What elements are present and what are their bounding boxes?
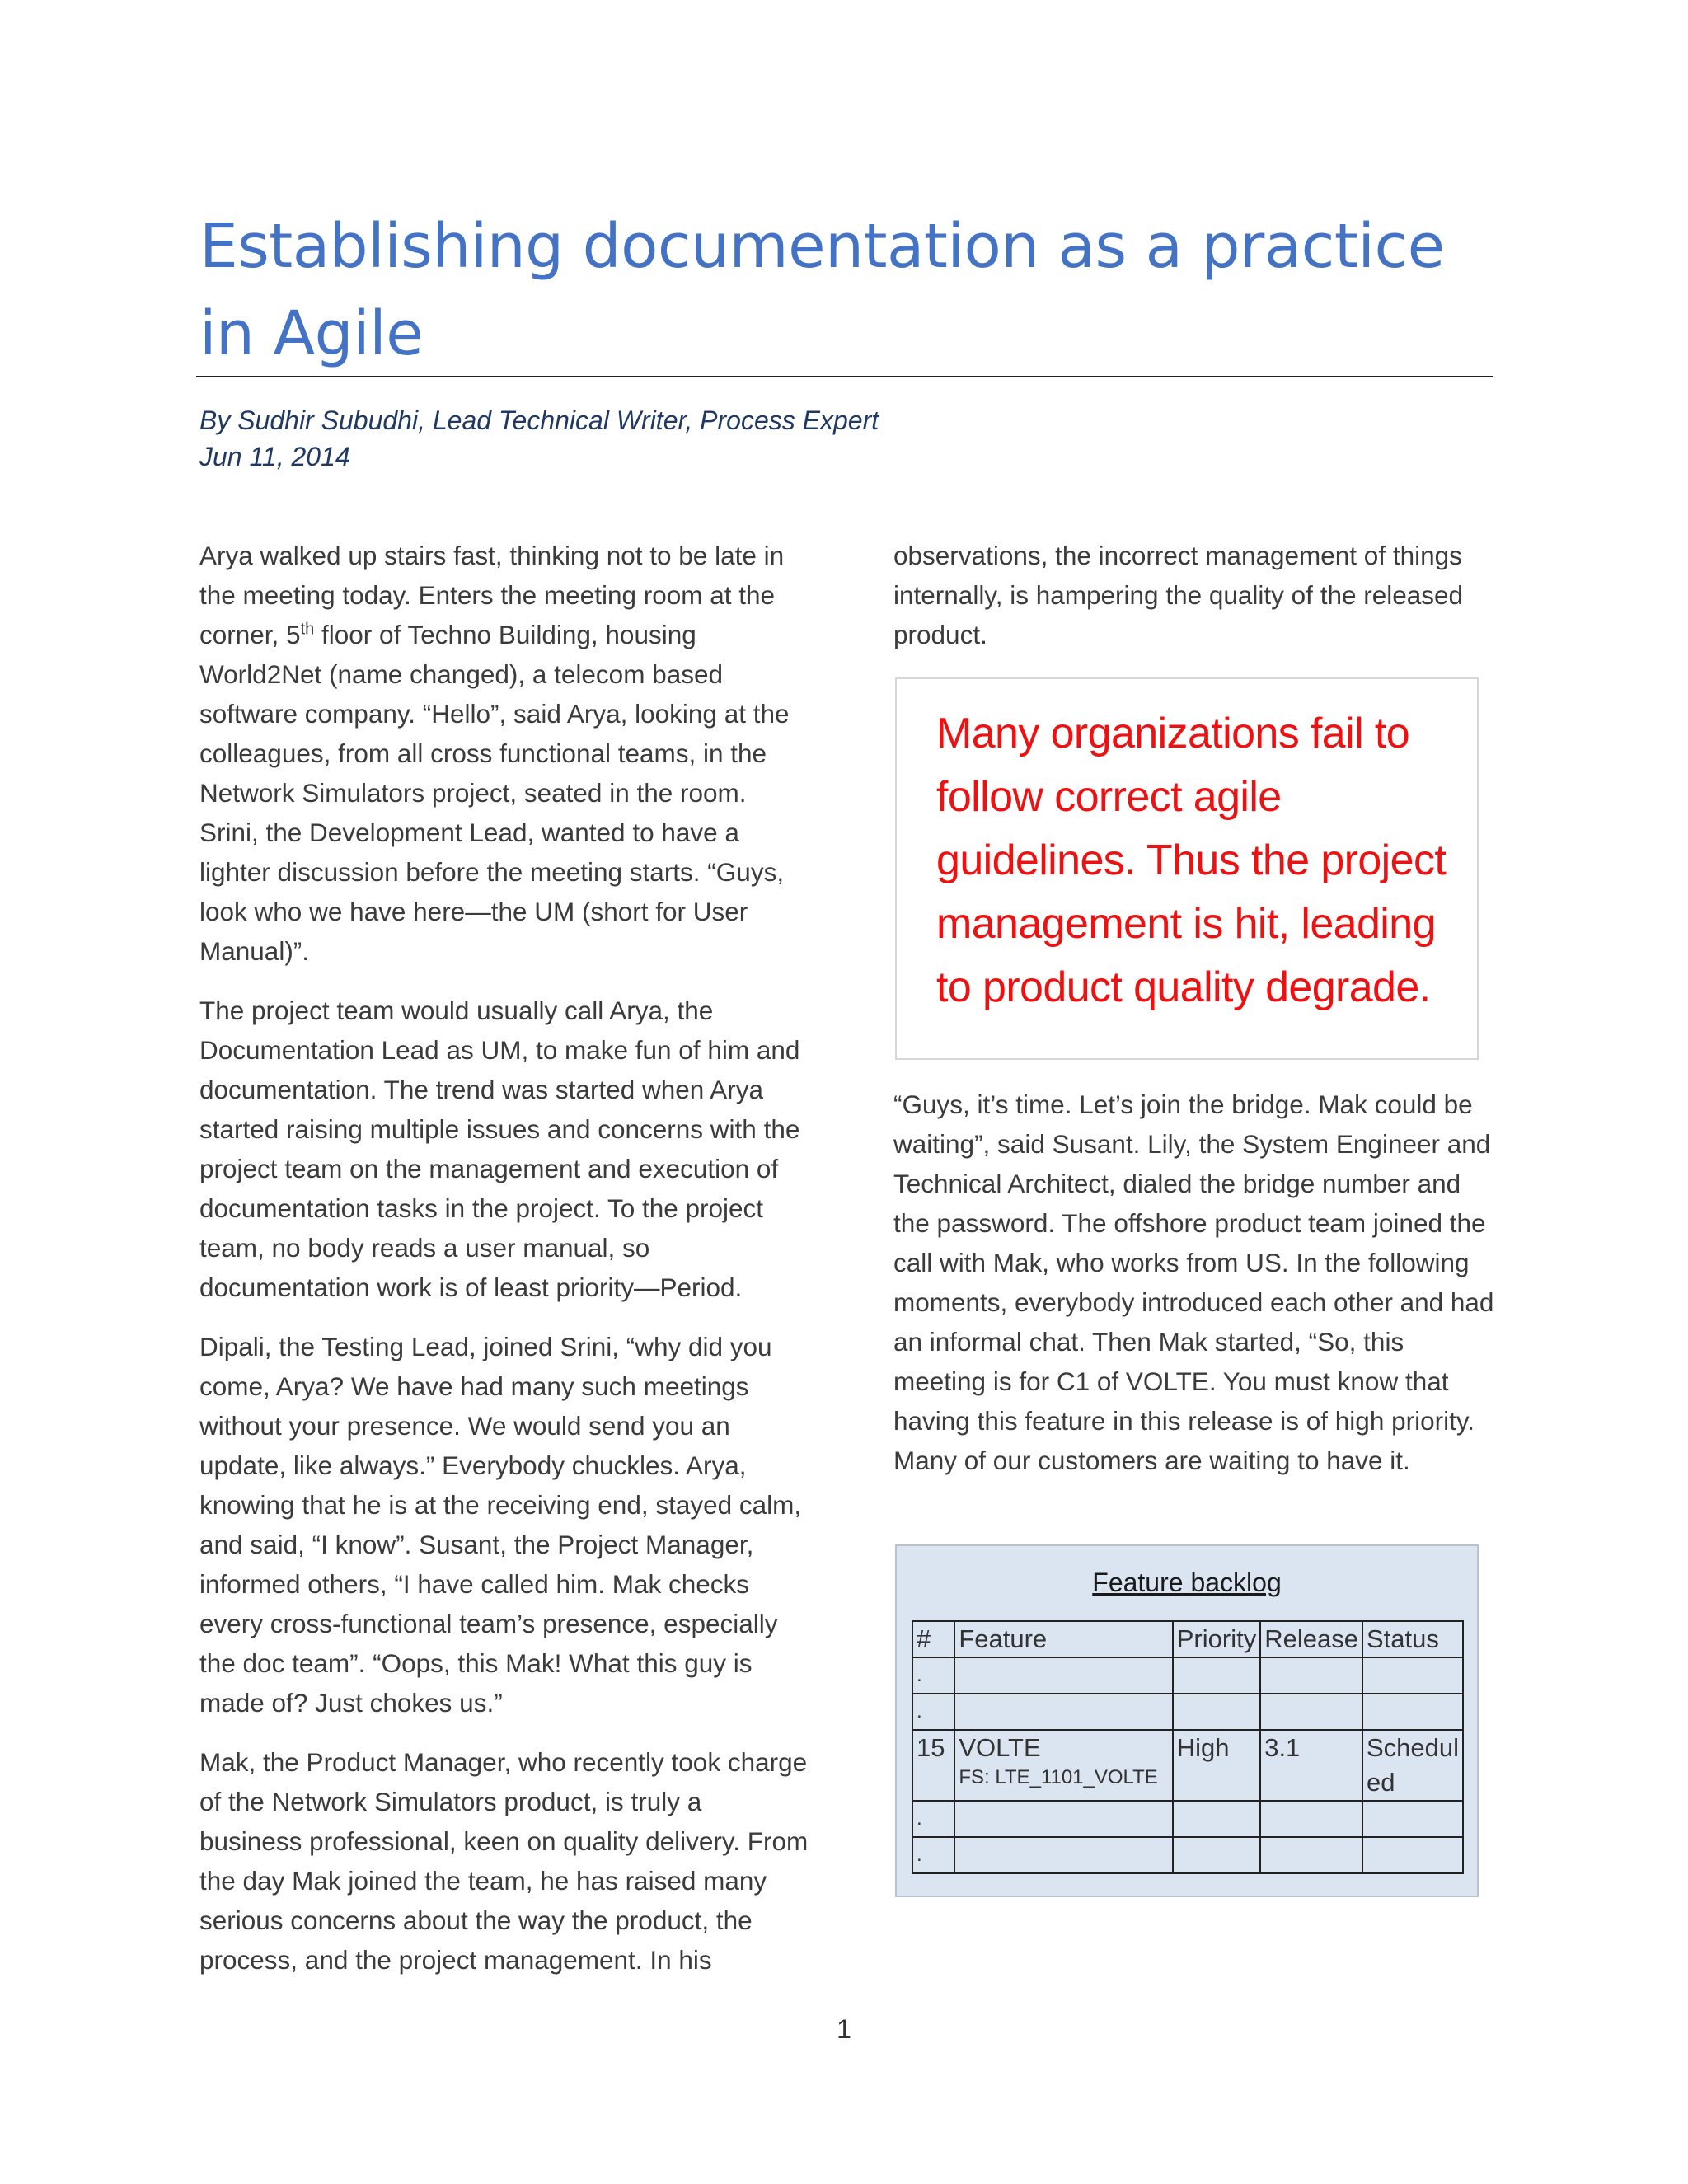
paragraph-3: Dipali, the Testing Lead, joined Srini, “why did you come, Arya? We have had many such meetings without your presence. We would send you an update, like always.” Everybody chuckles. Arya, knowing that he is at the receiving end, stayed calm, and said, “I know”. Susant, the Project Manager, informed others, “I have called him. Mak checks every cross-functional team’s presence, especially the doc team”. “Oops, this Mak! What this guy is made of? Just chokes us.” [199,1332,802,1718]
header-feature: Feature [954,1621,1172,1657]
row-priority: High [1173,1730,1260,1801]
left-column [199,536,809,1999]
status-line-1: Schedul [1366,1733,1459,1762]
header-priority: Priority [1173,1621,1260,1657]
feature-backlog-panel [895,1544,1479,1897]
right-column-continued [893,1085,1503,1500]
title-divider [196,376,1493,377]
publish-date: Jun 11, 2014 [199,442,350,471]
byline-block [199,402,879,475]
paragraph-2: The project team would usually call Arya, the Documentation Lead as UM, to make fun of him and documentation. The trend was started when Arya started raising multiple issues and concerns with the project team on the management and execution of documentation tasks in the project. To the project team, no body reads a user manual, so documentation work is of least priority—Period. [199,996,800,1302]
paragraph-1-end: floor of Techno Building, housing World2Net (name changed), a telecom based software company. “Hello”, said Arya, looking at the colleagues, from all cross functional teams, in the Network Simulators project, seated in the room. Srini, the Development Lead, wanted to have a lighter discussion before the meeting starts. “Guys, look who we have here—the UM (short for User Manual)”. [199,620,790,966]
paragraph-1-start: Arya walked up stairs fast, thinking not to be late in the meeting today. Enters the meeting room at the corner, 5 [199,541,785,649]
superscript-th: th [300,620,315,639]
page-number: 1 [837,2014,851,2044]
paragraph-4: Mak, the Product Manager, who recently took charge of the Network Simulators product, is truly a business professional, keen on quality delivery. From the day Mak joined the team, he has raised many serious concerns about the way the product, the process, and the project management. In his [199,1747,809,1975]
paragraph-6: “Guys, it’s time. Let’s join the bridge. Mak could be waiting”, said Susant. Lily, the System Engineer and Technical Architect, dialed the bridge number and the password. The offshore product team joined the call with Mak, who works from US. In the following moments, everybody introduced each other and had an informal chat. Then Mak started, “So, this meeting is for C1 of VOLTE. You must know that having this feature in this release is of high priority. Many of our customers are waiting to have it. [893,1090,1494,1475]
paragraph-5: observations, the incorrect management of things internally, is hampering the quality of the released product. [893,541,1464,649]
status-line-2: ed [1366,1768,1395,1797]
table-row [912,1801,1463,1837]
paragraph-1 [199,536,809,971]
feature-backlog-table [912,1620,1464,1874]
author-byline: By Sudhir Subudhi, Lead Technical Writer, Process Expert [199,405,879,435]
table-row-volte [912,1730,1463,1801]
table-row [912,1657,1463,1694]
table-row [912,1694,1463,1730]
pull-quote-box [895,677,1479,1060]
row-release: 3.1 [1260,1730,1362,1801]
row-status [1362,1730,1463,1801]
feature-name: VOLTE [959,1733,1041,1762]
header-release: Release [1260,1621,1362,1657]
table-header-row [912,1621,1463,1657]
placeholder-mark: . [912,1837,954,1873]
right-column [893,536,1503,674]
document-title: Establishing documentation as a practice in Agile [199,211,1445,369]
placeholder-mark: . [912,1801,954,1837]
row-number: 15 [912,1730,954,1801]
pull-quote-text: Many organizations fail to follow correct agile guidelines. Thus the project management is hit, leading to product quality degrade. [936,710,1447,1011]
header-number: # [912,1621,954,1657]
header-status: Status [1362,1621,1463,1657]
table-row [912,1837,1463,1873]
placeholder-mark: . [912,1694,954,1730]
row-feature [954,1730,1172,1801]
placeholder-mark: . [912,1657,954,1694]
feature-backlog-title: Feature backlog [1092,1568,1282,1597]
feature-id: FS: LTE_1101_VOLTE [959,1766,1158,1788]
